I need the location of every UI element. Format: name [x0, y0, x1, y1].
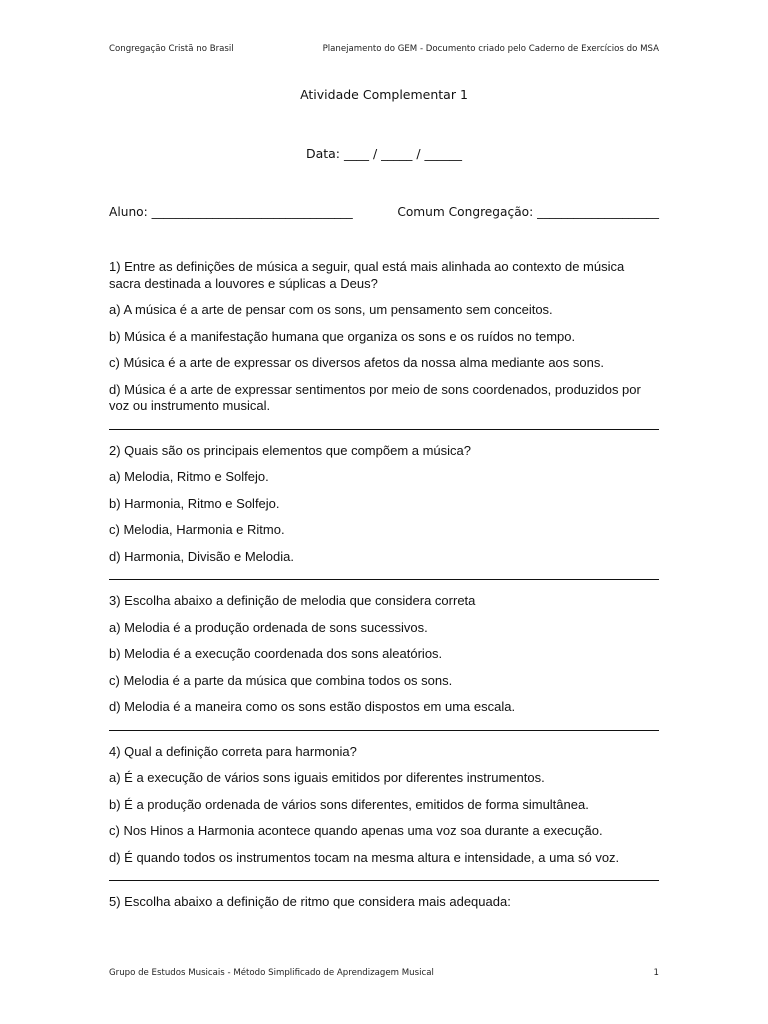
- question-text: 4) Qual a definição correta para harmonia?: [109, 743, 357, 759]
- answer-option: d) Música é a arte de expressar sentimentos por meio de sons coordenados, produzidos por voz ou instrumento musical.: [109, 381, 641, 413]
- header-document-info: Planejamento do GEM - Documento criado pelo Caderno de Exercícios do MSA: [322, 44, 659, 54]
- footer-text: Grupo de Estudos Musicais - Método Simplificado de Aprendizagem Musical: [109, 968, 434, 978]
- answer-option: d) Melodia é a maneira como os sons estão dispostos em uma escala.: [109, 699, 516, 714]
- answer-option: d) Harmonia, Divisão e Melodia.: [109, 548, 294, 564]
- student-info: [109, 205, 659, 219]
- question-block: [109, 894, 659, 911]
- question-divider: [109, 730, 659, 731]
- header-organization: Congregação Cristã no Brasil: [109, 44, 234, 54]
- question-text: 5) Escolha abaixo a definição de ritmo que considera mais adequada:: [109, 894, 511, 909]
- answer-option: c) Nos Hinos a Harmonia acontece quando apenas uma voz soa durante a execução.: [109, 823, 603, 838]
- answer-option: a) Melodia, Ritmo e Solfejo.: [109, 469, 269, 484]
- question-block: [109, 259, 659, 415]
- question-text: 2) Quais são os principais elementos que compõem a música?: [109, 442, 472, 458]
- answer-option: c) Melodia, Harmonia e Ritmo.: [109, 522, 285, 537]
- answer-option: a) Melodia é a produção ordenada de sons sucessivos.: [109, 619, 428, 635]
- date-line: Data: ____ / _____ / ______: [305, 146, 463, 161]
- page-header: [109, 44, 659, 54]
- answer-option: b) É a produção ordenada de vários sons diferentes, emitidos de forma simultânea.: [109, 796, 589, 812]
- question-divider: [109, 880, 659, 881]
- answer-option: c) Música é a arte de expressar os diversos afetos da nossa alma mediante aos sons.: [109, 355, 604, 370]
- question-block: [109, 744, 659, 867]
- question-divider: [109, 429, 659, 430]
- answer-option: a) A música é a arte de pensar com os sons, um pensamento sem conceitos.: [109, 302, 553, 317]
- page-number: 1: [653, 968, 659, 978]
- answer-option: b) Harmonia, Ritmo e Solfejo.: [109, 495, 280, 511]
- question-block: [109, 443, 659, 566]
- question-divider: [109, 579, 659, 580]
- questions-section: [109, 259, 659, 911]
- answer-option: b) Melodia é a execução coordenada dos sons aleatórios.: [109, 646, 443, 661]
- question-text: 3) Escolha abaixo a definição de melodia que considera correta: [109, 593, 476, 608]
- answer-option: c) Melodia é a parte da música que combina todos os sons.: [109, 672, 453, 688]
- student-name-field: Aluno: _________________________________: [109, 205, 353, 219]
- answer-option: b) Música é a manifestação humana que organiza os sons e os ruídos no tempo.: [109, 328, 576, 344]
- question-text: 1) Entre as definições de música a seguir, qual está mais alinhada ao contexto de música sacra destinada a louvores e súplicas a Deus?: [109, 259, 625, 291]
- activity-title: Atividade Complementar 1: [300, 87, 468, 102]
- page-footer: [109, 968, 659, 978]
- question-block: [109, 593, 659, 716]
- answer-option: a) É a execução de vários sons iguais emitidos por diferentes instrumentos.: [109, 770, 545, 785]
- congregation-field: Comum Congregação: ____________________: [397, 205, 659, 219]
- answer-option: d) É quando todos os instrumentos tocam na mesma altura e intensidade, a uma só voz.: [109, 849, 620, 865]
